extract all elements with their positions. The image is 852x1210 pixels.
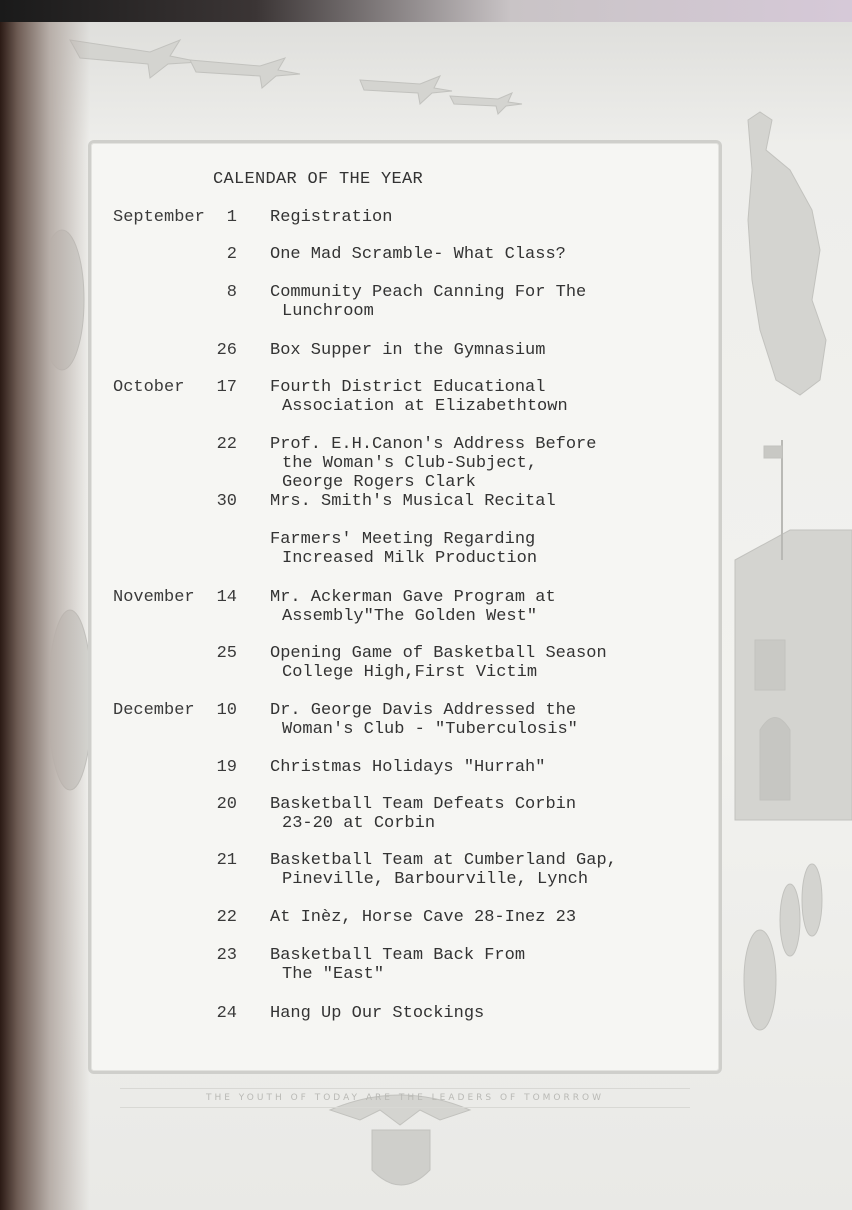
event-line: Increased Milk Production — [282, 549, 538, 568]
event-line: Box Supper in the Gymnasium — [270, 341, 546, 360]
entry-month: September — [113, 208, 205, 227]
entry-event — [270, 851, 617, 889]
entry-event — [270, 588, 556, 626]
entry-event — [270, 946, 525, 984]
event-line: Mr. Ackerman Gave Program at — [270, 588, 556, 607]
event-line: Opening Game of Basketball Season — [270, 644, 607, 663]
entry-event — [270, 644, 607, 682]
entry-day: 22 — [216, 435, 237, 454]
event-line: Hang Up Our Stockings — [270, 1004, 485, 1023]
event-line: George Rogers Clark — [282, 473, 476, 492]
entry-day: 26 — [216, 341, 237, 360]
entry-event — [270, 908, 576, 927]
event-line: The "East" — [282, 965, 385, 984]
entry-day: 23 — [216, 946, 237, 965]
entry-event — [270, 530, 537, 568]
event-line: Association at Elizabethtown — [282, 397, 568, 416]
page-top-edge — [0, 0, 852, 22]
event-line: Christmas Holidays "Hurrah" — [270, 758, 546, 777]
event-line: Basketball Team at Cumberland Gap, — [270, 851, 617, 870]
event-line: One Mad Scramble- What Class? — [270, 245, 566, 264]
event-line: Prof. E.H.Canon's Address Before — [270, 435, 597, 454]
event-line: Basketball Team Defeats Corbin — [270, 795, 577, 814]
school-building-icon — [735, 530, 852, 820]
entry-event — [270, 378, 568, 416]
entry-day: 17 — [216, 378, 237, 397]
event-line: 23-20 at Corbin — [282, 814, 436, 833]
entry-day: 24 — [216, 1004, 237, 1023]
event-line: Fourth District Educational — [270, 378, 546, 397]
event-line: the Woman's Club-Subject, — [282, 454, 538, 473]
entry-day: 21 — [216, 851, 237, 870]
entry-month: October — [113, 378, 185, 397]
shield-icon — [372, 1130, 430, 1185]
entry-day: 10 — [216, 701, 237, 720]
event-line: Lunchroom — [282, 302, 374, 321]
event-line: College High,First Victim — [282, 663, 538, 682]
entry-event — [270, 1004, 484, 1023]
event-line: Assembly"The Golden West" — [282, 607, 538, 626]
statue-of-liberty-icon — [748, 112, 826, 395]
event-line: Basketball Team Back From — [270, 946, 526, 965]
entry-day: 25 — [216, 644, 237, 663]
page-title: CALENDAR OF THE YEAR — [213, 170, 424, 189]
event-line: Registration — [270, 208, 393, 227]
airplane-icon — [190, 58, 300, 88]
entry-event — [270, 208, 392, 227]
entry-day: 8 — [226, 283, 237, 302]
entry-event — [270, 701, 578, 739]
book-spine-shadow — [0, 0, 90, 1210]
entry-day: 2 — [226, 245, 237, 264]
entry-event — [270, 795, 576, 833]
airplane-icon — [360, 76, 452, 104]
event-line: Pineville, Barbourville, Lynch — [282, 870, 589, 889]
event-line: Farmers' Meeting Regarding — [270, 530, 536, 549]
airplane-icon — [450, 93, 522, 114]
event-line: Mrs. Smith's Musical Recital — [270, 492, 556, 511]
entry-event — [270, 341, 545, 360]
entry-event — [270, 283, 586, 321]
entry-day: 14 — [216, 588, 237, 607]
entry-day: 30 — [216, 492, 237, 511]
entry-event — [270, 758, 545, 777]
entry-day: 22 — [216, 908, 237, 927]
entry-month: November — [113, 588, 195, 607]
footer-motto-banner: THE YOUTH OF TODAY ARE THE LEADERS OF TOMORROW — [120, 1088, 690, 1108]
entry-day: 19 — [216, 758, 237, 777]
entry-month: December — [113, 701, 195, 720]
event-line: Woman's Club - "Tuberculosis" — [282, 720, 578, 739]
entry-day: 1 — [226, 208, 237, 227]
event-line: At Inèz, Horse Cave 28-Inez 23 — [270, 908, 577, 927]
entry-event — [270, 492, 556, 511]
entry-event — [270, 435, 596, 492]
entry-event — [270, 245, 566, 264]
event-line: Community Peach Canning For The — [270, 283, 587, 302]
event-line: Dr. George Davis Addressed the — [270, 701, 577, 720]
entry-day: 20 — [216, 795, 237, 814]
